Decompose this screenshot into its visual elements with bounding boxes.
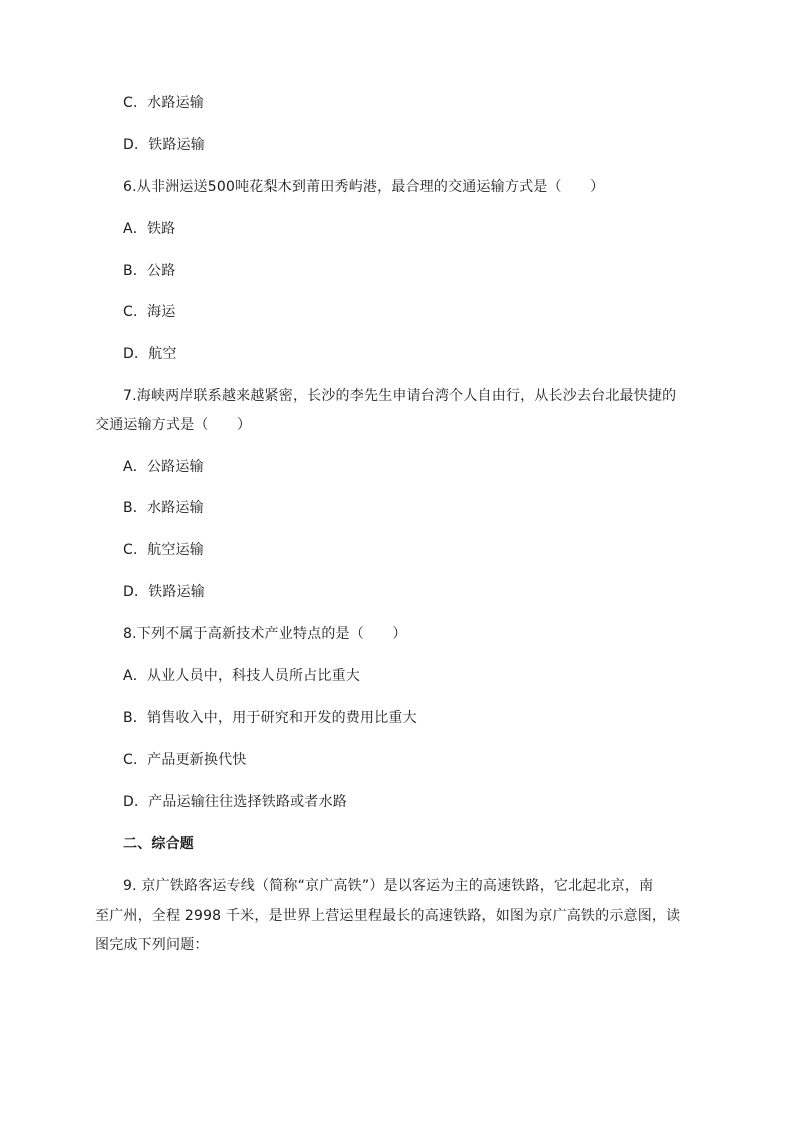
q7-option-b: B．水路运输 bbox=[123, 500, 204, 516]
question-7: 7.海峡两岸联系越来越紧密，长沙的李先生申请台湾个人自由行，从长沙去台北最快捷的 bbox=[123, 388, 677, 404]
q5-option-c: C．水路运输 bbox=[123, 95, 204, 111]
q5-option-d: D．铁路运输 bbox=[123, 137, 205, 153]
q8-option-c: C．产品更新换代快 bbox=[123, 752, 247, 768]
q8-option-b: B．销售收入中，用于研究和开发的费用比重大 bbox=[123, 710, 417, 726]
q7-option-c: C．航空运输 bbox=[123, 542, 204, 558]
q7-option-d: D．铁路运输 bbox=[123, 584, 205, 600]
question-9-line-2: 至广州，全程 2998 千米，是世界上营运里程最长的高速铁路，如图为京广高铁的示意图，读 bbox=[95, 908, 681, 924]
question-9-line-3: 图完成下列问题： bbox=[95, 937, 209, 953]
question-9-line-1: 9. 京广铁路客运专线（简称“京广高铁”）是以客运为主的高速铁路，它北起北京，南 bbox=[123, 878, 654, 894]
q7-option-a: A．公路运输 bbox=[123, 459, 204, 475]
question-7-continued: 交通运输方式是（ ） bbox=[95, 417, 252, 433]
q6-option-c: C．海运 bbox=[123, 304, 176, 320]
q6-option-a: A．铁路 bbox=[123, 221, 176, 237]
q8-option-d: D．产品运输往往选择铁路或者水路 bbox=[123, 794, 347, 810]
q8-option-a: A．从业人员中，科技人员所占比重大 bbox=[123, 668, 360, 684]
q6-option-d: D．航空 bbox=[123, 346, 177, 362]
section-heading: 二、综合题 bbox=[123, 836, 194, 852]
question-8: 8.下列不属于高新技术产业特点的是（ ） bbox=[123, 626, 407, 642]
question-6: 6.从非洲运送500吨花梨木到莆田秀屿港，最合理的交通运输方式是（ ） bbox=[123, 179, 605, 195]
q6-option-b: B．公路 bbox=[123, 263, 176, 279]
